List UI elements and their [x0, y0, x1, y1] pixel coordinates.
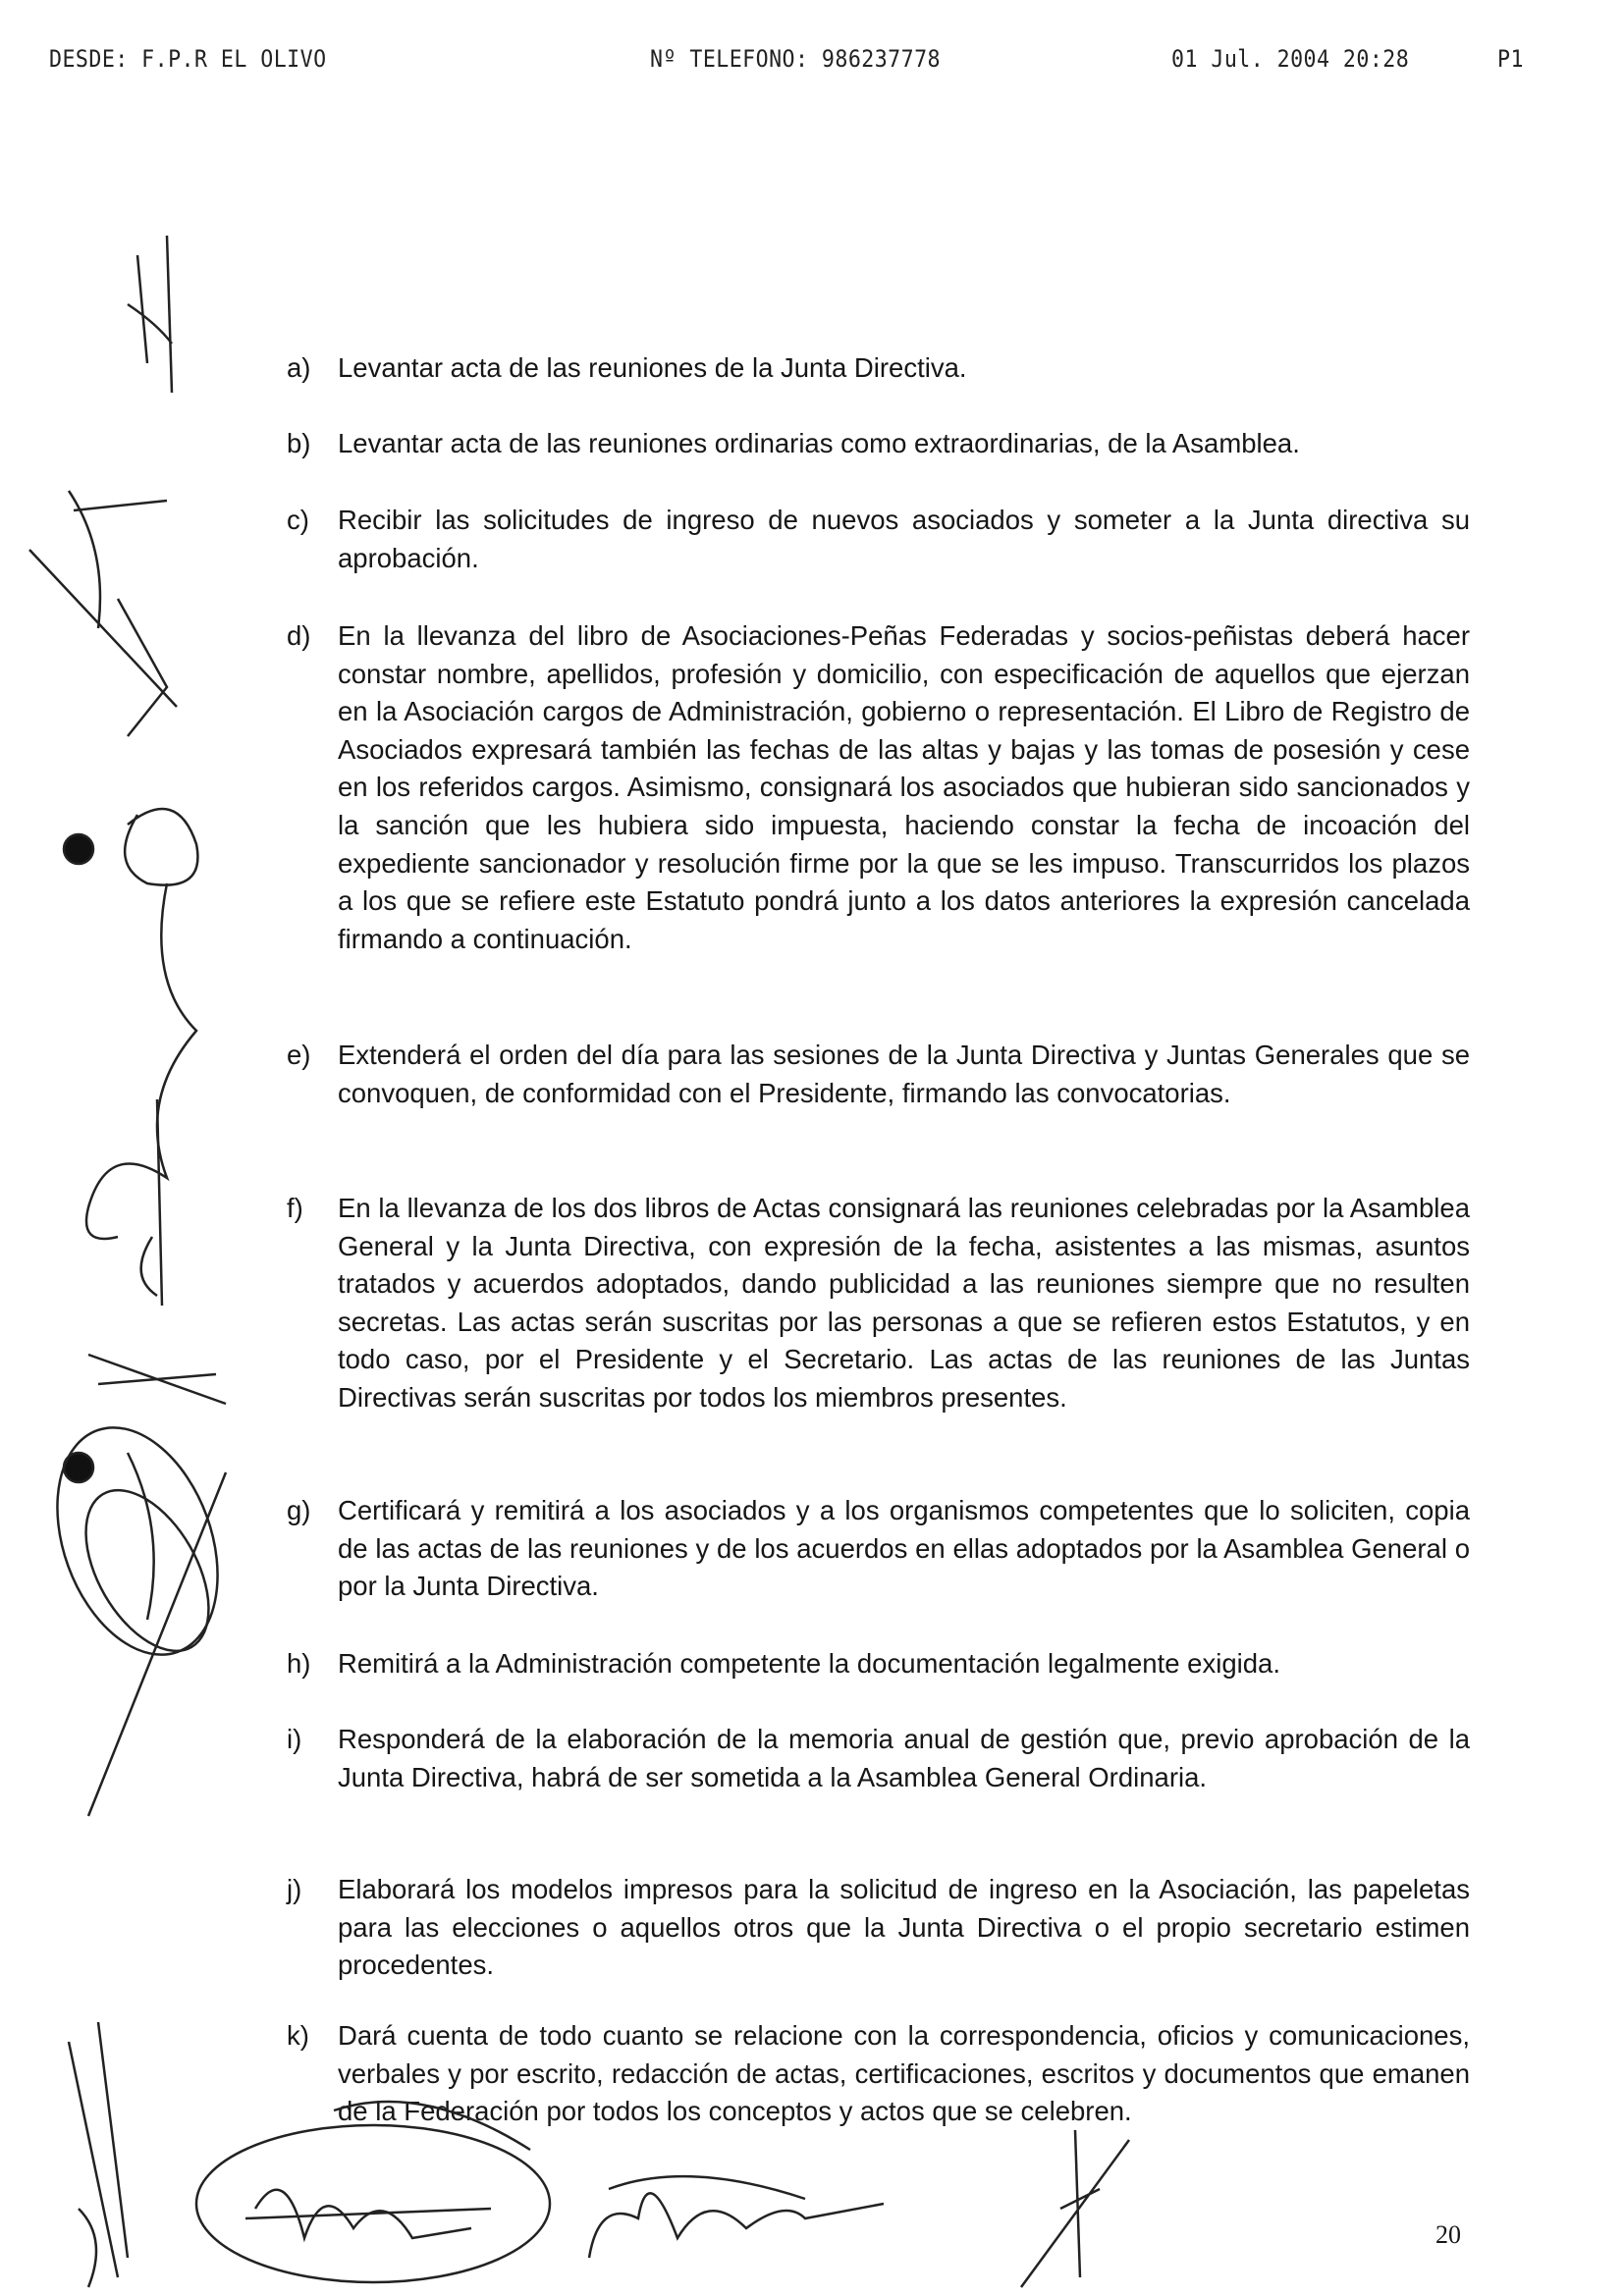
- page-number: 20: [1435, 2220, 1461, 2249]
- margin-signature-top: [29, 236, 177, 736]
- list-item: [287, 1871, 1470, 1985]
- item-label: d): [287, 620, 311, 651]
- fax-sender: DESDE: F.P.R EL OLIVO: [49, 45, 327, 73]
- item-label: j): [287, 1874, 302, 1904]
- bottom-signature-3: [1021, 2130, 1129, 2287]
- item-text: Levantar acta de las reuniones de la Junta Directiva.: [338, 352, 967, 383]
- item-text: En la llevanza del libro de Asociaciones-Peñas Federadas y socios-peñistas deberá hacer constar nombre, apellidos, profesión y domicilio, con especificación de aquellos que ejerzan en la Asociación cargos de Administración, gobierno o representación. El Libro de Registro de Asociados expresará también las fechas de las altas y bajas y las tomas de posesión y cese en los referidos cargos. Asimismo, consignará los asociados que hubieran sido sancionados y la sanción que les hubiera sido impuesta, haciendo constar la fecha de incoación del expediente sancionador y resolución firme por la que se les impuso. Transcurridos los plazos a los que se refiere este Estatuto pondrá junto a los datos anteriores la expresión cancelada firmando a continuación.: [338, 620, 1470, 954]
- list-item: [287, 1721, 1470, 1796]
- item-label: f): [287, 1193, 303, 1223]
- item-label: e): [287, 1040, 311, 1070]
- fax-phone: Nº TELEFONO: 986237778: [650, 45, 942, 73]
- list-item: [287, 502, 1470, 577]
- item-text: Extenderá el orden del día para las sesiones de la Junta Directiva y Juntas Generales que se convoquen, de conformidad con el Presidente, firmando las convocatorias.: [338, 1040, 1470, 1108]
- margin-signature-lower: [27, 1355, 246, 1816]
- list-item: [287, 1645, 1470, 1683]
- fax-page: P1: [1497, 45, 1524, 73]
- list-item: [287, 1190, 1470, 1417]
- item-label: k): [287, 2020, 309, 2051]
- item-text: Dará cuenta de todo cuanto se relacione con la correspondencia, oficios y comunicaciones, verbales y por escrito, redacción de actas, certificaciones, escritos y documentos que emanen de la Federación por todos los conceptos y actos que se celebren.: [338, 2020, 1470, 2127]
- item-text: Elaborará los modelos impresos para la solicitud de ingreso en la Asociación, las papeletas para las elecciones o aquellos otros que la Junta Directiva o el propio secretario estimen procedentes.: [338, 1874, 1470, 1981]
- item-label: g): [287, 1495, 311, 1525]
- item-text: En la llevanza de los dos libros de Actas consignará las reuniones celebradas por la Asamblea General y la Junta Directiva, con expresión de la fecha, asistentes a las mismas, asuntos tratados y acuerdos adoptados, dando publicidad a las reuniones siempre que no resulten secretas. Las actas serán suscritas por las personas a que se refieren estos Estatutos, y en todo caso, por el Presidente y el Secretario. Las actas de las reuniones de las Juntas Directivas serán suscritas por todos los miembros presentes.: [338, 1193, 1470, 1413]
- item-label: b): [287, 428, 311, 458]
- margin-signature-vertical: [86, 809, 197, 1306]
- list-item: [287, 2017, 1470, 2131]
- item-text: Recibir las solicitudes de ingreso de nuevos asociados y someter a la Junta directiva su aprobación.: [338, 505, 1470, 573]
- list-item: [287, 425, 1470, 463]
- item-text: Certificará y remitirá a los asociados y a los organismos competentes que lo soliciten, copia de las actas de las reuniones y de los acuerdos en ellas adoptados por la Asamblea General o por la Junta Directiva.: [338, 1495, 1470, 1602]
- item-label: c): [287, 505, 309, 535]
- item-label: a): [287, 352, 311, 383]
- punch-hole: [64, 1453, 93, 1482]
- bottom-left-signature: [69, 2022, 128, 2287]
- list-item: [287, 1037, 1470, 1112]
- punch-hole: [64, 834, 93, 864]
- list-item: [287, 1492, 1470, 1606]
- item-label: h): [287, 1648, 311, 1679]
- list-item: [287, 349, 1470, 388]
- bottom-signature-2: [589, 2176, 884, 2258]
- item-text: Responderá de la elaboración de la memoria anual de gestión que, previo aprobación de la Junta Directiva, habrá de ser sometida a la Asamblea General Ordinaria.: [338, 1724, 1470, 1792]
- list-item: [287, 617, 1470, 958]
- fax-datetime: 01 Jul. 2004 20:28: [1171, 45, 1410, 73]
- item-text: Remitirá a la Administración competente la documentación legalmente exigida.: [338, 1648, 1280, 1679]
- item-label: i): [287, 1724, 302, 1754]
- item-text: Levantar acta de las reuniones ordinarias como extraordinarias, de la Asamblea.: [338, 428, 1300, 458]
